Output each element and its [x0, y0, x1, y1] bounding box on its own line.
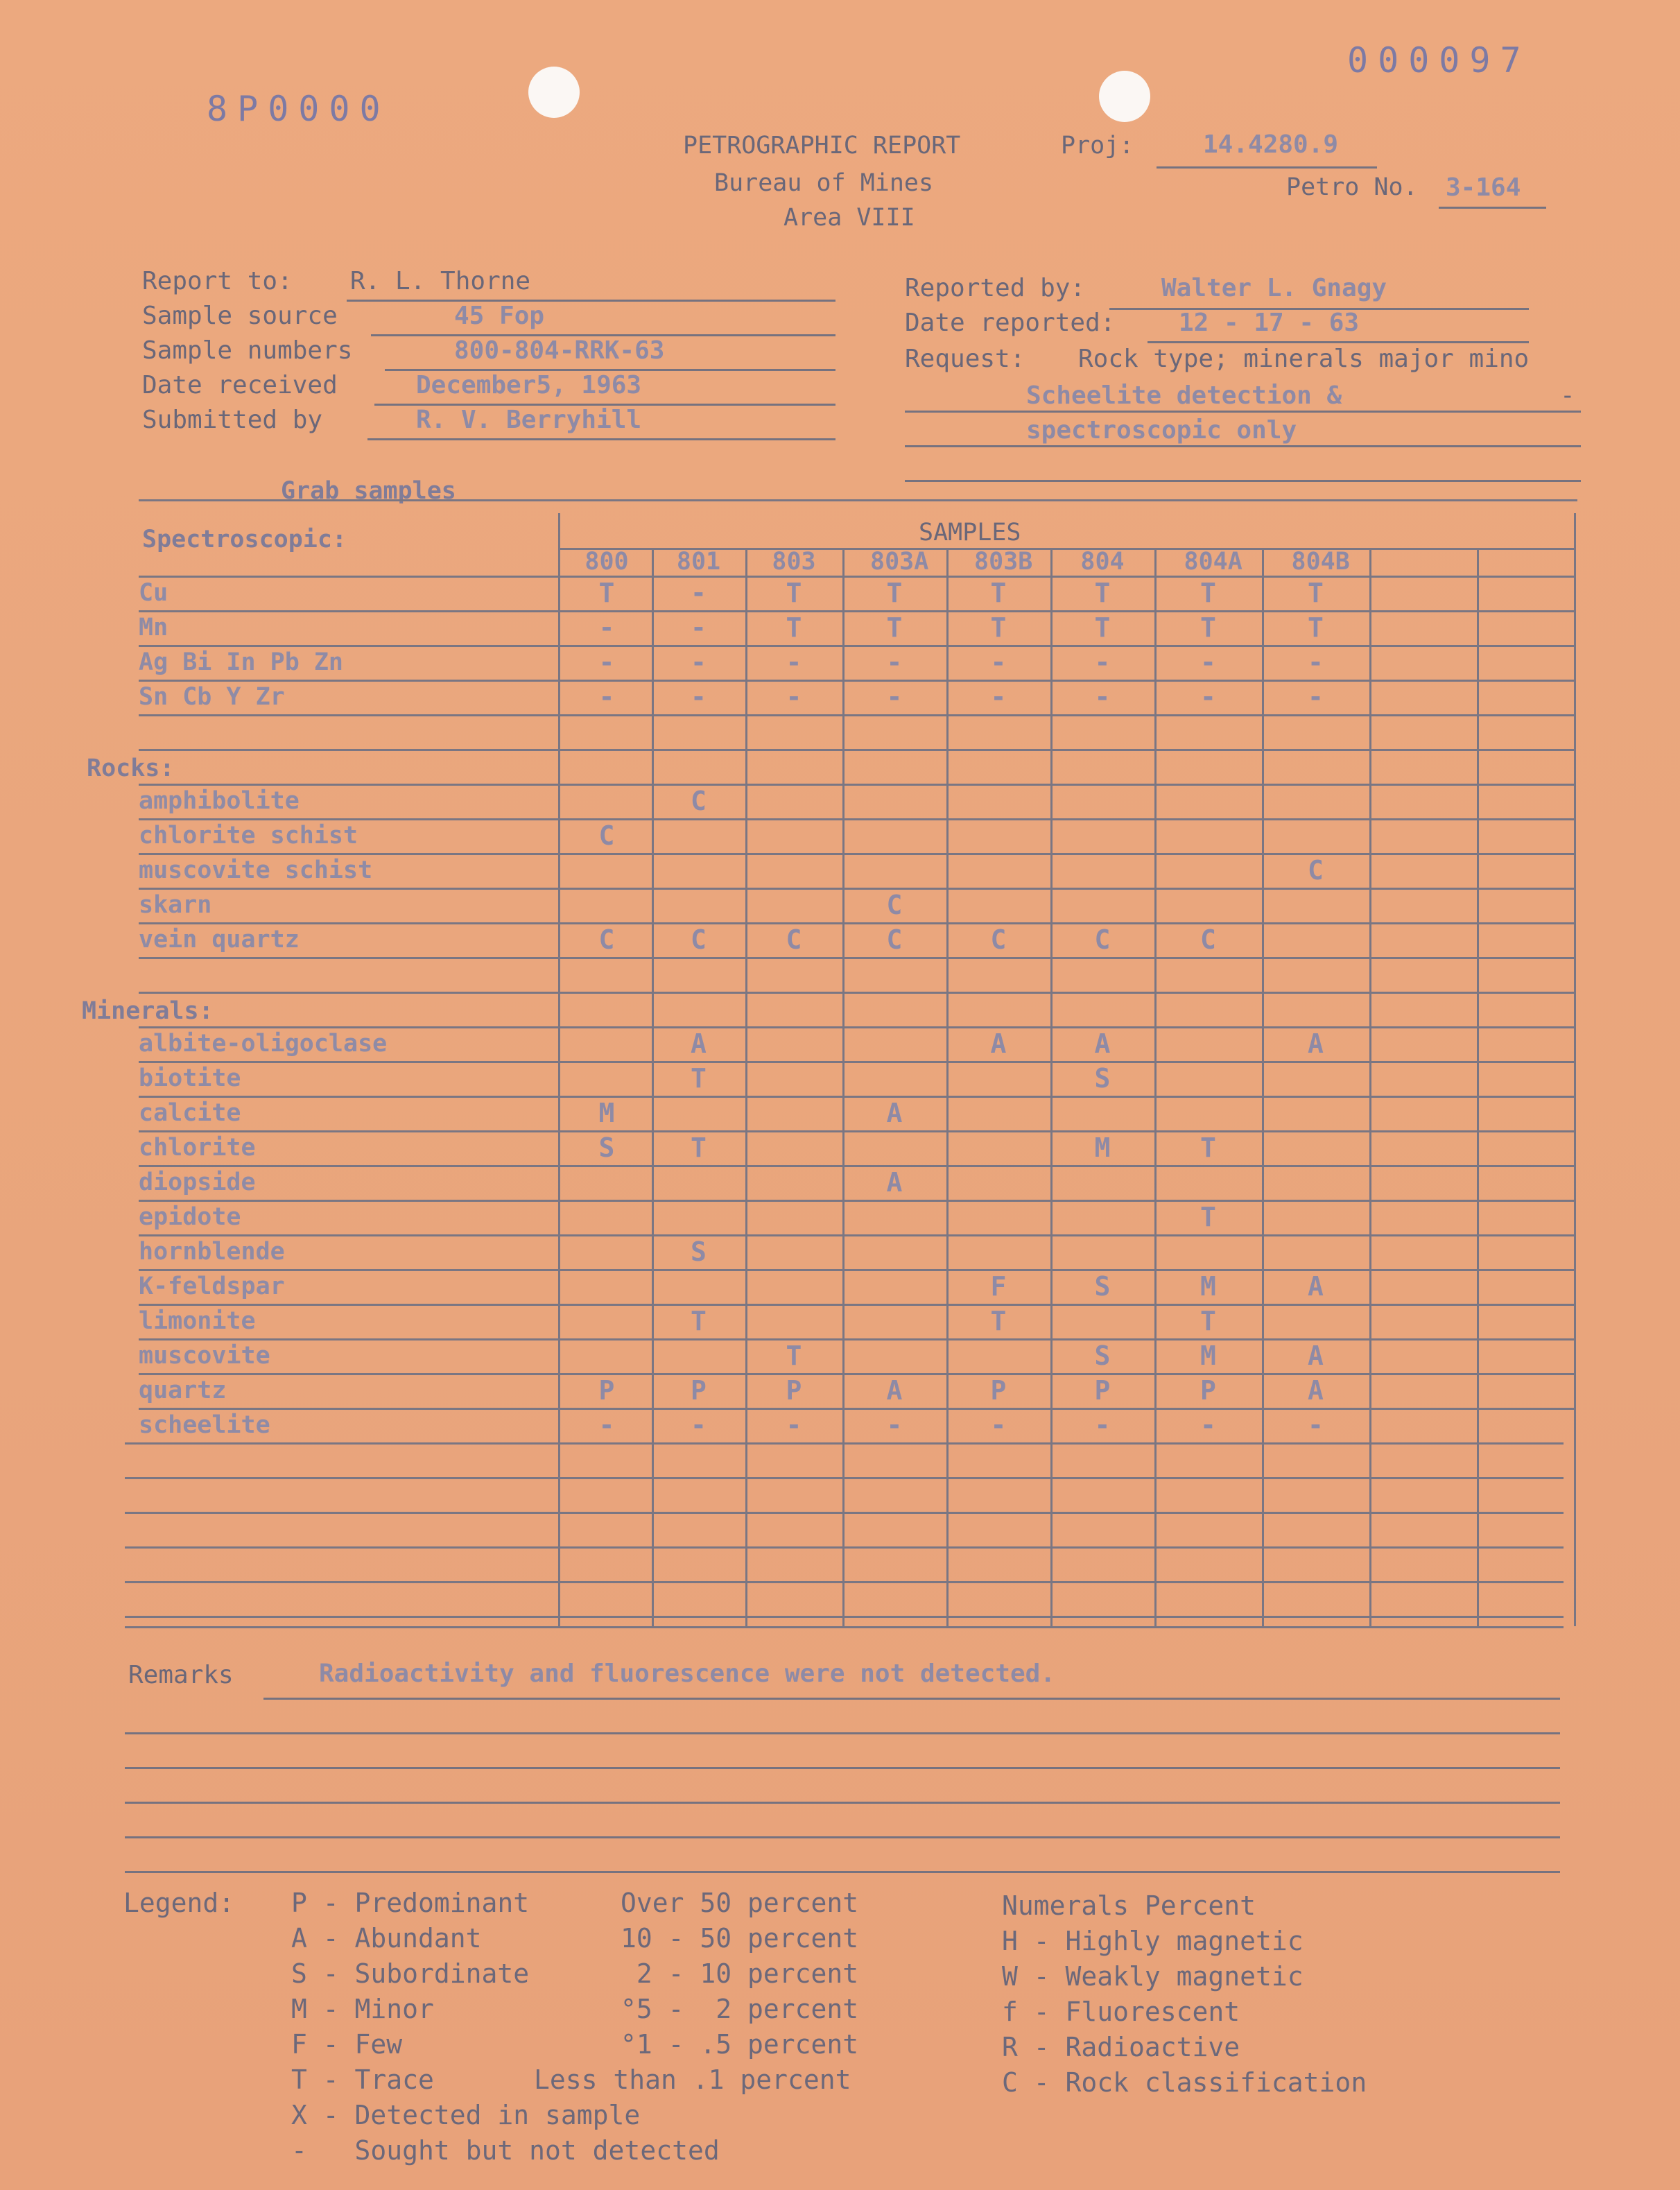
- table-column-line: [946, 548, 949, 1626]
- table-cell: S: [691, 1236, 707, 1267]
- row-label: epidote: [139, 1203, 241, 1231]
- date-reported-value: 12 - 17 - 63: [1179, 309, 1360, 337]
- row-label: muscovite: [139, 1342, 270, 1370]
- table-row-line: [125, 1442, 1564, 1445]
- request-line-3: spectroscopic only: [1026, 416, 1297, 445]
- table-row-line: [139, 922, 1574, 924]
- table-row-line: [125, 1546, 1564, 1549]
- table-cell: -: [886, 1410, 903, 1440]
- rocks-label: Rocks:: [87, 755, 175, 782]
- table-cell: P: [990, 1375, 1007, 1406]
- row-label: K-feldspar: [139, 1273, 285, 1300]
- table-cell: A: [691, 1028, 707, 1059]
- table-cell: -: [691, 612, 707, 643]
- date-reported-label: Date reported:: [905, 309, 1116, 337]
- legend-percent-entry: Less than .1 percent: [534, 2064, 851, 2095]
- table-cell: -: [691, 647, 707, 678]
- table-cell: -: [786, 647, 802, 678]
- table-cell: -: [886, 647, 903, 678]
- table-cell: -: [691, 682, 707, 712]
- legend-symbol-entry: Numerals Percent: [1002, 1890, 1256, 1921]
- table-row-line: [139, 1130, 1574, 1132]
- table-cell: M: [1094, 1132, 1111, 1163]
- remarks-label: Remarks: [128, 1661, 234, 1689]
- table-cell: T: [691, 1063, 707, 1094]
- table-cell: F: [990, 1271, 1007, 1302]
- row-label: albite-oligoclase: [139, 1030, 388, 1058]
- row-label: Cu: [139, 579, 168, 607]
- table-cell: S: [598, 1132, 615, 1163]
- table-row-line: [139, 1026, 1574, 1028]
- table-cell: -: [1094, 1410, 1111, 1440]
- table-cell: -: [691, 1410, 707, 1440]
- table-cell: C: [886, 924, 903, 955]
- table-cell: C: [1094, 924, 1111, 955]
- table-cell: T: [1200, 578, 1216, 608]
- table-column-line: [1050, 548, 1053, 1626]
- table-cell: T: [1200, 612, 1216, 643]
- table-cell: C: [691, 924, 707, 955]
- table-cell: M: [1200, 1340, 1216, 1371]
- report-title: PETROGRAPHIC REPORT: [683, 132, 961, 159]
- table-cell: M: [1200, 1271, 1216, 1302]
- table-cell: -: [1200, 1410, 1216, 1440]
- table-column-line: [842, 548, 845, 1626]
- petro-value: 3-164: [1446, 173, 1521, 202]
- legend-code-entry: A - Abundant: [291, 1923, 482, 1954]
- table-row-line: [139, 1269, 1574, 1271]
- submitted-by-label: Submitted by: [142, 406, 323, 434]
- row-label: vein quartz: [139, 926, 300, 954]
- table-cell: -: [1094, 682, 1111, 712]
- table-cell: -: [598, 612, 615, 643]
- punch-hole: [528, 67, 580, 118]
- table-top-line: [139, 499, 1577, 501]
- table-column-line: [1154, 548, 1157, 1626]
- sample-column-header: 801: [676, 548, 721, 576]
- table-cell: -: [786, 1410, 802, 1440]
- table-cell: -: [990, 682, 1007, 712]
- row-label: scheelite: [139, 1411, 270, 1439]
- table-cell: T: [786, 612, 802, 643]
- table-cell: T: [990, 1306, 1007, 1336]
- table-cell: C: [598, 924, 615, 955]
- table-cell: T: [886, 578, 903, 608]
- table-cell: T: [1200, 1306, 1216, 1336]
- legend-code-entry: X - Detected in sample: [291, 2100, 641, 2130]
- table-cell: -: [786, 682, 802, 712]
- legend-percent-entry: Over 50 percent: [621, 1888, 859, 1918]
- legend-symbol-entry: W - Weakly magnetic: [1002, 1961, 1304, 1992]
- submitted-by-value: R. V. Berryhill: [416, 406, 642, 434]
- table-row-line: [125, 1616, 1564, 1618]
- table-cell: T: [691, 1132, 707, 1163]
- table-cell: T: [1308, 578, 1324, 608]
- table-row-line: [125, 1581, 1564, 1583]
- sample-source-label: Sample source: [142, 302, 338, 330]
- table-cell: -: [1200, 647, 1216, 678]
- table-cell: P: [598, 1375, 615, 1406]
- table-row-line: [139, 957, 1574, 959]
- table-row-line: [139, 576, 1574, 578]
- report-to-label: Report to:: [142, 267, 293, 295]
- table-cell: T: [786, 578, 802, 608]
- area-name: Area VIII: [783, 204, 915, 232]
- reported-by-label: Reported by:: [905, 274, 1086, 302]
- report-to-value: R. L. Thorne: [350, 267, 531, 295]
- table-cell: C: [691, 786, 707, 816]
- table-row-line: [139, 680, 1574, 682]
- row-label: calcite: [139, 1099, 241, 1127]
- table-row-line: [139, 853, 1574, 855]
- table-row-line: [139, 1061, 1574, 1063]
- table-cell: A: [1094, 1028, 1111, 1059]
- table-cell: -: [598, 1410, 615, 1440]
- row-label: chlorite schist: [139, 822, 358, 850]
- legend-code-entry: T - Trace: [291, 2064, 434, 2095]
- table-cell: S: [1094, 1271, 1111, 1302]
- bureau-name: Bureau of Mines: [714, 169, 934, 197]
- sample-source-value: 45 Fop: [454, 302, 545, 330]
- spectroscopic-label: Spectroscopic:: [142, 526, 347, 553]
- legend-code-entry: - Sought but not detected: [291, 2135, 720, 2166]
- table-row-line: [139, 645, 1574, 647]
- table-row-line: [139, 992, 1574, 994]
- stamp-number-right: 000097: [1347, 40, 1531, 80]
- table-cell: T: [1200, 1202, 1216, 1232]
- table-row-line: [139, 1338, 1574, 1340]
- samples-label: SAMPLES: [919, 519, 1021, 546]
- table-cell: T: [598, 578, 615, 608]
- table-row-line: [139, 749, 1574, 751]
- table-row-line: [139, 714, 1574, 716]
- table-cell: -: [990, 647, 1007, 678]
- table-row-line: [139, 1408, 1574, 1410]
- row-label: Mn: [139, 614, 168, 641]
- table-cell: -: [598, 647, 615, 678]
- table-cell: P: [786, 1375, 802, 1406]
- table-cell: C: [1308, 855, 1324, 886]
- legend-percent-entry: 2 - 10 percent: [621, 1958, 859, 1989]
- request-label: Request:: [905, 345, 1025, 373]
- table-cell: -: [990, 1410, 1007, 1440]
- row-label: muscovite schist: [139, 856, 373, 884]
- table-row-line: [125, 1477, 1564, 1479]
- table-cell: -: [691, 578, 707, 608]
- table-cell: T: [786, 1340, 802, 1371]
- table-row-line: [139, 1096, 1574, 1098]
- table-cell: C: [786, 924, 802, 955]
- table-row-line: [139, 610, 1574, 612]
- row-label: Sn Cb Y Zr: [139, 683, 285, 711]
- row-label: diopside: [139, 1169, 256, 1196]
- row-label: chlorite: [139, 1134, 256, 1162]
- table-column-line: [652, 548, 654, 1626]
- table-cell: P: [691, 1375, 707, 1406]
- row-label: skarn: [139, 891, 212, 919]
- petro-label: Petro No.: [1286, 173, 1418, 201]
- date-received-value: December5, 1963: [416, 371, 642, 399]
- table-cell: -: [1200, 682, 1216, 712]
- proj-label: Proj:: [1061, 132, 1134, 159]
- table-cell: -: [1308, 647, 1324, 678]
- sample-column-header: 804B: [1291, 548, 1350, 576]
- sample-column-header: 800: [584, 548, 629, 576]
- request-text: Rock type; minerals major mino: [1078, 345, 1530, 373]
- table-cell: P: [1094, 1375, 1111, 1406]
- row-label: quartz: [139, 1377, 227, 1404]
- legend-label: Legend:: [123, 1888, 235, 1918]
- table-cell: P: [1200, 1375, 1216, 1406]
- proj-value: 14.4280.9: [1203, 130, 1339, 159]
- sample-numbers-label: Sample numbers: [142, 336, 353, 365]
- legend-code-entry: M - Minor: [291, 1994, 434, 2024]
- table-cell: T: [1200, 1132, 1216, 1163]
- table-cell: A: [1308, 1375, 1324, 1406]
- legend-code-entry: P - Predominant: [291, 1888, 530, 1918]
- legend-symbol-entry: H - Highly magnetic: [1002, 1926, 1304, 1956]
- table-cell: A: [990, 1028, 1007, 1059]
- table-row-line: [139, 784, 1574, 786]
- stamp-number-left: 8P0000: [207, 89, 390, 129]
- table-cell: M: [598, 1098, 615, 1128]
- legend-symbol-entry: R - Radioactive: [1002, 2032, 1240, 2062]
- legend-code-entry: F - Few: [291, 2029, 403, 2060]
- sample-column-header: 803: [772, 548, 816, 576]
- date-received-label: Date received: [142, 371, 338, 399]
- sample-column-header: 803A: [870, 548, 929, 576]
- table-cell: T: [990, 578, 1007, 608]
- table-row-line: [139, 1200, 1574, 1202]
- table-row-line: [139, 1234, 1574, 1236]
- table-cell: C: [598, 820, 615, 851]
- sample-column-header: 803B: [974, 548, 1033, 576]
- table-cell: T: [1094, 578, 1111, 608]
- row-label: Ag Bi In Pb Zn: [139, 648, 344, 676]
- table-row-line: [139, 888, 1574, 890]
- table-cell: S: [1094, 1340, 1111, 1371]
- table-cell: -: [1308, 682, 1324, 712]
- legend-code-entry: S - Subordinate: [291, 1958, 530, 1989]
- table-cell: A: [1308, 1271, 1324, 1302]
- row-label: amphibolite: [139, 787, 300, 815]
- table-column-line: [745, 548, 747, 1626]
- table-column-line: [1369, 548, 1371, 1626]
- table-cell: T: [990, 612, 1007, 643]
- table-cell: A: [886, 1167, 903, 1198]
- legend-symbol-entry: C - Rock classification: [1002, 2067, 1367, 2098]
- row-label: limonite: [139, 1307, 256, 1335]
- table-cell: -: [1094, 647, 1111, 678]
- table-row-line: [139, 1304, 1574, 1306]
- legend-percent-entry: °1 - .5 percent: [621, 2029, 859, 2060]
- reported-by-value: Walter L. Gnagy: [1161, 274, 1387, 302]
- table-cell: T: [691, 1306, 707, 1336]
- table-column-line: [1262, 548, 1264, 1626]
- table-cell: T: [1094, 612, 1111, 643]
- table-cell: C: [1200, 924, 1216, 955]
- legend-percent-entry: °5 - 2 percent: [621, 1994, 859, 2024]
- table-cell: A: [886, 1375, 903, 1406]
- table-row-line: [125, 1512, 1564, 1514]
- sample-numbers-value: 800-804-RRK-63: [454, 336, 665, 365]
- grab-samples-label: Grab samples: [281, 477, 456, 505]
- remarks-text: Radioactivity and fluorescence were not detected.: [319, 1659, 1056, 1688]
- request-line-2: Scheelite detection &: [1026, 381, 1342, 410]
- sample-column-header: 804: [1080, 548, 1125, 576]
- table-cell: -: [886, 682, 903, 712]
- punch-hole: [1099, 71, 1150, 122]
- table-cell: A: [1308, 1340, 1324, 1371]
- request-dash: -: [1560, 381, 1575, 410]
- legend-symbol-entry: f - Fluorescent: [1002, 1997, 1240, 2027]
- table-cell: A: [1308, 1028, 1324, 1059]
- row-label: hornblende: [139, 1238, 285, 1266]
- table-row-line: [139, 818, 1574, 820]
- table-bottom-line: [125, 1626, 1564, 1628]
- table-cell: A: [886, 1098, 903, 1128]
- table-row-line: [139, 1165, 1574, 1167]
- table-column-line: [1574, 513, 1576, 1626]
- table-cell: C: [990, 924, 1007, 955]
- table-cell: -: [598, 682, 615, 712]
- table-cell: T: [886, 612, 903, 643]
- legend-percent-entry: 10 - 50 percent: [621, 1923, 859, 1954]
- table-column-line: [1477, 548, 1479, 1626]
- table-cell: S: [1094, 1063, 1111, 1094]
- sample-column-header: 804A: [1184, 548, 1242, 576]
- table-cell: T: [1308, 612, 1324, 643]
- minerals-label: Minerals:: [82, 997, 214, 1025]
- table-row-line: [139, 1373, 1574, 1375]
- row-label: biotite: [139, 1064, 241, 1092]
- table-cell: -: [1308, 1410, 1324, 1440]
- table-cell: C: [886, 890, 903, 920]
